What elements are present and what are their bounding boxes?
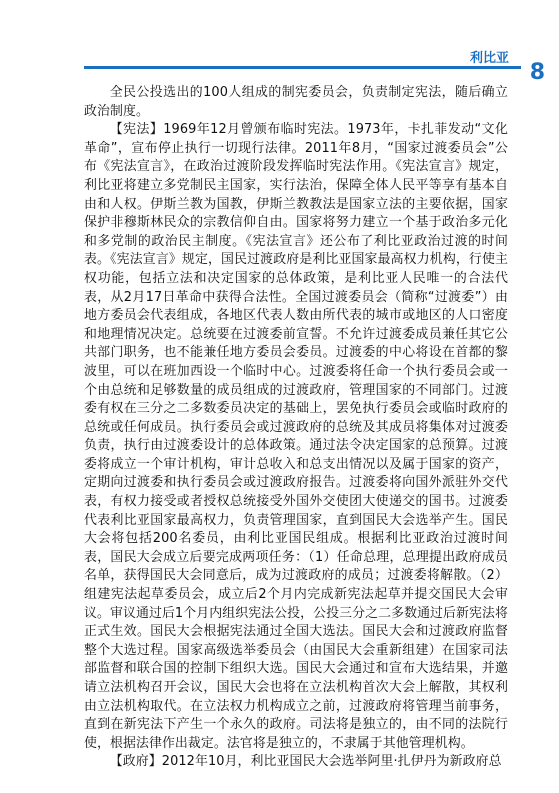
page-number: 8 (529, 60, 545, 85)
page-header (0, 0, 559, 85)
header-rule (84, 66, 521, 69)
paragraph-text: 全民公投选出的100人组成的制宪委员会，负责制定宪法，随后确立政治制度。 (84, 85, 508, 119)
paragraph-constitution (84, 121, 508, 753)
section-tag: 【政府】 (109, 754, 162, 770)
paragraph-text: 2012年10月，利比亚国民大会选举阿里·扎伊丹为新政府总 (161, 754, 502, 770)
country-title: 利比亚 (469, 51, 509, 66)
paragraph-text: 1969年12月曾颁布临时宪法。1973年，卡扎菲发动“文化革命”，宣布停止执行一切现行法律。2011年8月，“国家过渡委员会”公布《宪法宣言》，在政治过渡阶段发挥临时宪法作用。《宪法宣言》规定，利比亚将建立多党制民主国家，实行法治，保障全体人民平等享有基本自由和人权。伊斯兰教为国教，伊斯兰教教法是国家立法的主要依据，国家保护非穆斯林民众的宗教信仰自由。国家将努力建立一个基于政治多元化和多党制的政治民主制度。《宪法宣言》还公布了利比亚政治过渡的时间表。《宪法宣言》规定，国民过渡政府是利比亚国家最高权力机构，行使主权功能，包括立法和决定国家的总体政策，是利比亚人民唯一的合法代表，从2月17日革命中获得合法性。全国过渡委员会（简称“过渡委”）由地方委员会代表组成，各地区代表人数由所代表的城市或地区的人口密度和地理情况决定。总统要在过渡委前宣誓。不允许过渡委成员兼任其它公共部门职务，也不能兼任地方委员会委员。过渡委的中心将设在首都的黎波里，可以在班加西设一个临时中心。过渡委将任命一个执行委员会或一个由总统和足够数量的成员组成的过渡政府，管理国家的不同部门。过渡委有权在三分之二多数委员决定的基础上，罢免执行委员会或临时政府的总统或任何成员。执行委员会或过渡政府的总统及其成员将集体对过渡委负责，执行由过渡委设计的总体政策。通过法令决定国家的总预算。过渡委将成立一个审计机构，审计总收入和总支出情况以及属于国家的资产，定期向过渡委和执行委员会或过渡政府报告。过渡委将向国外派驻外交代表，有权力接受或者授权总统接受外国外交使团大使递交的国书。过渡委代表利比亚国家最高权力，负责管理国家，直到国民大会选举产生。国民大会将包括200名委员，由利比亚国民组成。根据利比亚政治过渡时间表，国民大会成立后要完成两项任务：（1）任命总理，总理提出政府成员名单，获得国民大会同意后，成为过渡政府的成员；过渡委将解散。（2）组建宪法起草委员会，成立后2个月内完成新宪法起草并提交国民大会审议。审议通过后1个月内组织宪法公投，公投三分之二多数通过后新宪法将正式生效。国民大会根据宪法通过全国大选法。国民大会和过渡政府监督整个大选过程。国家高级选举委员会（由国民大会重新组建）在国家司法部监督和联合国的控制下组织大选。国民大会通过和宣布大选结果，并邀请立法机构召开会议，国民大会也将在立法机构首次大会上解散，其权利由立法机构取代。在立法权力机构成立之前，过渡政府将管理当前事务，直到在新宪法下产生一个永久的政府。司法将是独立的，由不同的法院行使，根据法律作出裁定。法官将是独立的，不隶属于其他管理机构。 (84, 122, 508, 751)
paragraph-intro (84, 84, 508, 121)
section-tag: 【宪法】 (109, 122, 164, 138)
paragraph-government (84, 753, 508, 772)
document-body (84, 84, 508, 772)
